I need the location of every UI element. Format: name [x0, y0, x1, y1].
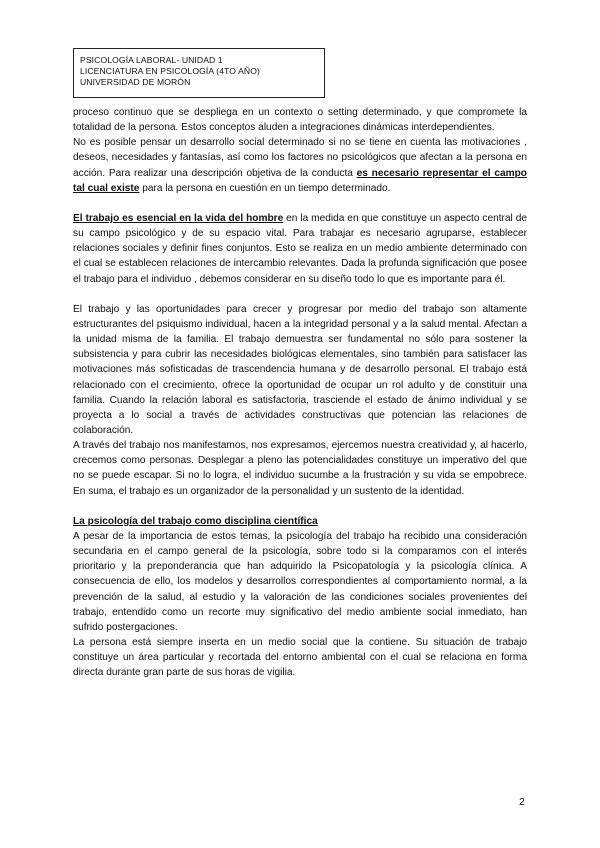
page-number: 2 [519, 796, 525, 808]
paragraph-2-emphasis: es necesario representar el campo tal cual existe [73, 167, 527, 194]
paragraph-3 [73, 211, 527, 287]
document-header-box [73, 48, 325, 98]
paragraph-3-text: en la medida en que constituye un aspecto central de su campo psicológico y de su espacio vital. Para trabajar es necesario agruparse, establecer relaciones sociales y definir fines conjuntos. Esto se realiza en un medio ambiente determinado con el cual se establecen relaciones de intercambio relevantes. Dada la profunda significación que posee el trabajo para el individuo , debemos considerar en su diseño todo lo que es importante para él. [73, 212, 527, 285]
document-body [73, 105, 527, 680]
paragraph-5: A través del trabajo nos manifestamos, nos expresamos, ejercemos nuestra creatividad y, al hacerlo, crecemos como personas. Desplegar a pleno las potencialidades constituye un imperativo del que no se puede escapar. Si no lo logra, el individuo sucumbe a la frustración y su vida se empobrece. En suma, el trabajo es un organizador de la personalidad y un sustento de la identidad. [73, 440, 527, 497]
header-course-line: PSICOLOGÍA LABORAL- UNIDAD 1 [80, 55, 223, 65]
paragraph-3-emphasis: El trabajo es esencial en la vida del hombre [73, 212, 284, 224]
paragraph-2-text-a: No es posible pensar un desarrollo social determinado si no se tiene en cuenta las motivaciones , deseos, necesidades y fantasías, así como los factores no psicológicos que afectan a la persona en acción. Para realizar una descripción objetiva de la conducta [73, 137, 527, 179]
header-university-line: UNIVERSIDAD DE MORÓN [80, 77, 191, 87]
paragraph-7: La persona está siempre inserta en un medio social que la contiene. Su situación de trabajo constituye un área particular y recortada del entorno ambiental con el cual se relaciona en forma directa durante gran parte de sus horas de vigilia. [73, 637, 527, 679]
paragraph-6: A pesar de la importancia de estos temas, la psicología del trabajo ha recibido una consideración secundaria en el campo general de la psicología, sobre todo si la comparamos con el interés prioritario y la preponderancia que han adquirido la Psicopatología y la psicología clínica. A consecuencia de ello, los modelos y desarrollos correspondientes al comportamiento normal, a la prevención de la salud, al estudio y la valoración de las condiciones sociales provenientes del trabajo, entendido como un recorte muy significativo del medio ambiente social inmediato, han sufrido postergaciones. [73, 530, 527, 633]
paragraph-1: proceso continuo que se despliega en un contexto o setting determinado, y que compromete la totalidad de la persona. Estos conceptos aluden a integraciones dinámicas interdependientes. [73, 107, 527, 134]
paragraph-2 [73, 135, 527, 196]
header-degree-line: LICENCIATURA EN PSICOLOGÍA (4TO AÑO) [80, 66, 260, 76]
paragraph-4: El trabajo y las oportunidades para crecer y progresar por medio del trabajo son altamente estructurantes del psiquismo individual, hacen a la integridad personal y a la salud mental. Afectan a la unidad misma de la familia. El trabajo demuestra ser fundamental no sólo para sostener la subsistencia y para cubrir las necesidades biológicas elementales, sino también para satisfacer las motivaciones más sofisticadas de trascendencia humana y de desarrollo personal. El trabajo está relacionado con el crecimiento, ofrece la oportunidad de ocupar un rol adulto y de constituir una familia. Cuando la relación laboral es satisfactoria, trasciende el estado de ánimo individual y se proyecta a lo social a través de actividades constructivas que potencian las relaciones de colaboración. [73, 303, 527, 436]
section-heading: La psicología del trabajo como disciplina científica [73, 515, 318, 527]
paragraph-2-text-b: para la persona en cuestión en un tiempo determinado. [139, 182, 391, 194]
